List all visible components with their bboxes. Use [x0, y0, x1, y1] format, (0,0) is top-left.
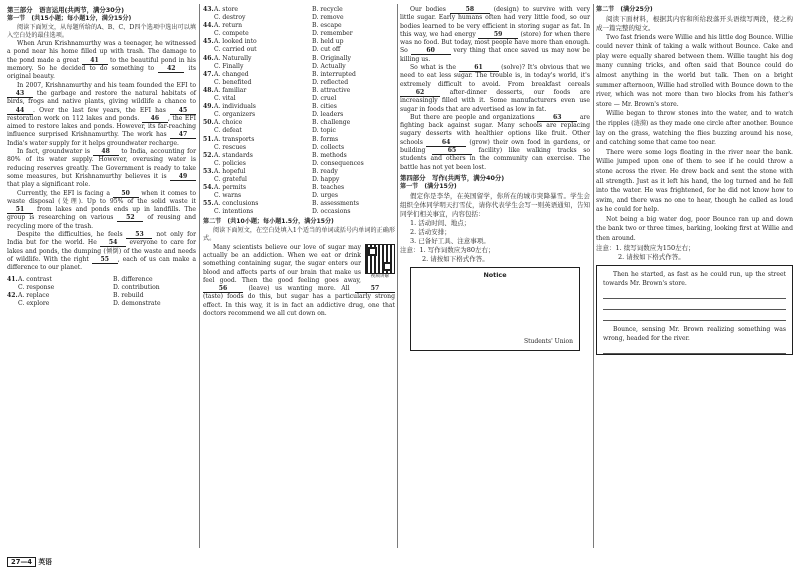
blank-58[interactable]: 58 [450, 6, 490, 14]
blank-46[interactable]: 46 [142, 115, 168, 123]
option[interactable]: D. demonstrate [113, 299, 161, 307]
option-row [203, 200, 395, 208]
blank-62[interactable]: 62 [400, 89, 440, 97]
question-number: 43. [203, 6, 214, 13]
blank-44[interactable]: 44 [7, 107, 33, 115]
option[interactable]: D. Actually [312, 62, 346, 70]
option[interactable]: D. urges [312, 192, 339, 200]
question-number: 46. [203, 54, 214, 62]
option[interactable]: D. cut off [312, 46, 341, 54]
blank-57[interactable]: 57 [355, 285, 395, 293]
option[interactable]: A. individuals [214, 103, 256, 111]
column-divider [593, 4, 594, 548]
option[interactable]: A. replace [18, 291, 50, 299]
question-number: 51. [203, 135, 214, 143]
option-row [203, 184, 395, 192]
option[interactable]: A. contrast [18, 275, 52, 283]
question-number: 49. [203, 103, 214, 111]
option[interactable]: B. attractive [312, 86, 351, 94]
grammar-paragraph: So what is the 61 (solve)? It's obvious that we need to eat less sugar. The trouble is, in today's world, it's extremely difficult to avoid. From breakfast cereals 62 after-dinner desserts, our foods are increasingly filled with it. Some manufacturers even use sugar in foods that are advertised as low in fat. [400, 64, 591, 113]
question-number [203, 79, 214, 87]
blank-52[interactable]: 52 [117, 214, 143, 222]
option[interactable]: A. Naturally [214, 54, 252, 62]
options-list [203, 6, 395, 216]
blank-42[interactable]: 42 [158, 65, 184, 73]
option[interactable]: C. explore [18, 299, 50, 307]
blank-51[interactable]: 51 [7, 206, 33, 214]
option[interactable]: B. interrupted [312, 70, 356, 78]
blank-49[interactable]: 49 [170, 173, 196, 181]
option[interactable]: B. cities [312, 103, 337, 111]
column-4 [596, 6, 793, 355]
continuation-answer-box[interactable] [596, 265, 793, 356]
cloze-paragraph: Currently, the EFI is facing a 50 when it comes to waste disposal (处理). Up to 95% of the solid waste it 51 from lakes and ponds ends up in landfills. The group is researching on various 52 of reusing and recycling more of the trash. [7, 189, 197, 230]
writing-line[interactable] [603, 289, 786, 300]
story-paragraph: Two fast friends were Willie and his little dog Bounce. Willie could never think of taking a walk without Bounce. Cake and play were equally shared between them. Willie taught his dog many cunning tricks, and often said that Bounce could do almost anything in the world but talk. Then on a bright summer afternoon, Willie had strolled with Bounce down to the river, which was not more than two blocks from his father's store — Mr. Brown's store. [596, 33, 793, 108]
option[interactable]: A. hopeful [214, 167, 246, 175]
instructions: 阅读下面短文，从每题所给的A、B、C、D四个选项中选出可以填入空白处的最佳选项。 [7, 23, 196, 39]
option-row [203, 6, 395, 14]
option[interactable]: C. intentions [214, 208, 254, 216]
question-number [203, 46, 214, 54]
option[interactable]: D. collects [312, 143, 345, 151]
option[interactable]: A. looked into [214, 38, 257, 46]
page-footer [7, 556, 52, 566]
question-number [203, 160, 214, 168]
option[interactable]: A. permits [214, 184, 246, 192]
option-row [203, 192, 395, 200]
cloze-paragraph: In 2007, Krishnamurthy and his team founded the EFI to 43 the garbage and restore the natural habitats of birds, frogs and native plants, giving wildlife a chance to 44 . Over the last few years, the EFI has 45 restoration work on 112 lakes and ponds. 46 , the EFI aimed to restore lakes and ponds. However, its far-reaching influence surprised Krishnamurthy. The work has 47 India's water supply for it helps groundwater recharge. [7, 81, 197, 147]
blank-63[interactable]: 63 [537, 114, 577, 122]
option[interactable]: B. rebuild [113, 291, 144, 299]
option[interactable]: B. Originally [312, 54, 351, 62]
instructions: 阅读下面短文，在空白处填入1个适当的单词或括号内单词的正确形式。 [203, 227, 395, 243]
paragraph-opener: Bounce, sensing Mr. Brown realizing something was wrong, headed for the river. [603, 325, 786, 343]
option-row [203, 103, 395, 111]
qr-caption: 视频讲解 [370, 273, 390, 279]
option[interactable]: C. carried out [214, 46, 257, 54]
blank-48[interactable]: 48 [93, 148, 119, 156]
option-row [203, 160, 395, 168]
question-number: 44. [203, 22, 214, 30]
option[interactable]: A. familiar [214, 86, 247, 94]
option-row [203, 168, 395, 176]
question-number [203, 176, 214, 184]
writing-item: 2. 活动安排； [410, 227, 451, 236]
option[interactable]: D. remove [312, 14, 344, 22]
question-number: 47. [203, 70, 214, 78]
option[interactable]: A. return [214, 22, 243, 30]
option-row [203, 95, 395, 103]
qr-code[interactable] [365, 244, 395, 279]
question-number: 54. [203, 184, 214, 192]
option[interactable]: D. remember [312, 30, 353, 38]
section-title: 第二节 (共10小题；每小题1.5分，满分15分) [203, 218, 334, 226]
option[interactable]: A. store [214, 6, 239, 13]
question-number [203, 111, 214, 119]
option-row [203, 144, 395, 152]
option[interactable]: A. choice [214, 119, 243, 127]
option[interactable]: C. policies [214, 159, 246, 167]
option[interactable]: B. held up [312, 38, 344, 46]
option[interactable]: D. contribution [113, 283, 160, 291]
cloze-paragraph: Despite the difficulties, he feels 53 not only for India but for the world. He 54 everyone to care for lakes and ponds, the dumping (倾倒) of the waste and needs of wildlife. With the right 55 , each of us can make a difference to our planet. [7, 231, 197, 272]
question-number [203, 63, 214, 71]
qr-code-icon [365, 244, 395, 274]
notice-answer-box[interactable] [410, 267, 580, 351]
option-row: 42. A. replace B. rebuild [7, 291, 144, 299]
notice-signature: Students' Union [523, 338, 573, 346]
paragraph-opener: Then he started, as fast as he could run, up the street towards Mr. Brown's store. [603, 270, 786, 288]
section-title: 第二节 (满分25分) [596, 6, 653, 13]
option[interactable]: C. compete [214, 30, 249, 38]
option[interactable]: C. vital [214, 95, 236, 103]
option[interactable]: C. organizers [214, 111, 256, 119]
option[interactable]: D. cruel [312, 95, 337, 103]
part-title: 第四部分 写作(共两节，满分40分) [400, 173, 505, 182]
option[interactable]: D. reflected [312, 78, 349, 86]
blank-61[interactable]: 61 [459, 64, 499, 72]
option-row [7, 300, 196, 308]
blank-56[interactable]: 56 [203, 285, 243, 293]
option[interactable]: B. methods [312, 151, 347, 159]
question-number: 52. [203, 151, 214, 159]
option[interactable]: B. difference [113, 275, 153, 283]
option[interactable]: D. occasions [312, 208, 351, 216]
grammar-paragraph: Many scientists believe our love of sugar may actually be an addiction. When we eat or drink something containing sugar, the sugar enters our blood and affects parts of our brain that make us feel good. Then the good feeling goes away, 56 (leave) us wanting more. All 57 (taste) foods do this, but sugar has a particularly strong effect. In this way, it is in fact an addictive drug, one that doctors recommend we all cut down on. [203, 243, 396, 317]
question-number: 45. [203, 38, 214, 46]
grammar-paragraph: Our bodies 58 (design) to survive with very little sugar. Early humans often had very little food, so our bodies learned to be very efficient in storing sugar as fat. In this way, we had energy 59 (store) for when there was no food. But today, most people have more than enough. So 60 very thing that once saved us may now be killing us. [400, 6, 591, 63]
option-row: 41. A. contrast B. difference [7, 275, 153, 283]
option[interactable]: C. Finally [214, 62, 244, 70]
blank-50[interactable]: 50 [113, 190, 139, 198]
option-row [203, 176, 395, 184]
cloze-paragraph: In fact, groundwater is 48 to India, accounting for 80% of its water supply. However, overusing water is reducing reserves greatly. The Government is ready to take some measures, but Krishnamurthy believes it is 49 that play a significant role. [7, 148, 197, 189]
writing-line[interactable] [603, 310, 786, 321]
option-row [203, 136, 395, 144]
option-row [203, 127, 395, 135]
blank-65[interactable]: 65 [432, 147, 472, 155]
column-3 [400, 6, 590, 351]
option[interactable]: C. warns [214, 192, 242, 200]
options-list [7, 276, 196, 308]
option[interactable]: B. assessments [312, 200, 359, 208]
option[interactable]: B. escape [312, 22, 342, 30]
option[interactable]: B. recycle [312, 6, 343, 13]
question-number: 53. [203, 167, 214, 175]
option-row [203, 79, 395, 87]
section-title: 第一节 (满分15分) [400, 182, 457, 190]
option-row [203, 55, 395, 63]
blank-41[interactable]: 41 [82, 57, 108, 65]
option-row [203, 22, 395, 30]
option-row [203, 208, 395, 216]
option-row [203, 152, 395, 160]
part-title: 第三部分 语言运用(共两节，满分30分) [7, 6, 124, 14]
instructions: 阅读下面材料，根据其内容和所给段落开头语续写两段，使之构成一篇完整的短文。 [596, 14, 793, 32]
option-row [203, 111, 395, 119]
option-row [203, 87, 395, 95]
writing-item: 3. 已备好工具、注意事项。 [410, 236, 490, 245]
writing-line[interactable] [603, 299, 786, 310]
option[interactable]: C. grateful [214, 175, 247, 183]
option[interactable]: A. changed [214, 70, 249, 78]
question-number [203, 127, 214, 135]
option[interactable]: C. defeat [214, 127, 242, 135]
notice-title: Notice [483, 270, 507, 279]
column-divider [199, 4, 200, 548]
option-row [203, 119, 395, 127]
option[interactable]: B. teaches [312, 184, 345, 192]
option[interactable]: A. standards [214, 151, 253, 159]
option[interactable]: D. topic [312, 127, 336, 135]
section-title: 第一节 (共15小题；每小题1分，满分15分) [7, 15, 132, 22]
question-number [203, 14, 214, 22]
question-number [203, 30, 214, 38]
blank-64[interactable]: 64 [426, 139, 466, 147]
blank-55[interactable]: 55 [92, 256, 118, 264]
question-number: 55. [203, 200, 214, 208]
option[interactable]: B. forms [312, 135, 339, 143]
subject-label: 英语 [38, 558, 52, 566]
blank-60[interactable]: 60 [411, 47, 451, 55]
question-number [203, 192, 214, 200]
story-paragraph: Willie began to throw stones into the water, and to watch the ripples (涟漪) as they made one circle after another. Bounce lay on the grass, watching the flies buzzing around his nose, and catching some that came too near. [596, 110, 793, 147]
option-row [7, 284, 196, 292]
question-number: 48. [203, 86, 214, 94]
option-row [203, 71, 395, 79]
question-number [203, 208, 214, 216]
option[interactable]: B. ready [312, 167, 338, 175]
column-2 [203, 6, 395, 318]
option-row [203, 30, 395, 38]
cloze-paragraph: When Arun Krishnamurthy was a teenager, he witnessed a pond near his home filled up with trash. The damage to the pond made a great 41 to the beautiful pond in his memory. So he decided to do something to 42 its original beauty. [7, 40, 196, 81]
writing-item: 1. 活动时间、地点； [410, 218, 471, 227]
option-row [203, 14, 395, 22]
option-row [203, 46, 395, 54]
question-number [203, 144, 214, 152]
blank-54[interactable]: 54 [100, 239, 126, 247]
option[interactable]: D. consequences [312, 159, 364, 167]
writing-line[interactable] [603, 344, 786, 355]
option[interactable]: B. challenge [312, 119, 351, 127]
blank-53[interactable]: 53 [126, 231, 152, 239]
option-row [203, 63, 395, 71]
option[interactable]: C. rescues [214, 143, 247, 151]
blank-59[interactable]: 59 [478, 31, 518, 39]
option[interactable]: A. transports [214, 135, 255, 143]
page-number: 27—4 [7, 557, 36, 567]
grammar-paragraph: But there are people and organizations 63 are fighting back against sugar. Many schools are replacing sugary desserts with healthier options like fruit. Other schools 64 (grow) their own food in gardens, or building 65 facility) like walking tracks so students and others in the community can exercise. The battle has not yet been lost. [400, 113, 591, 171]
option[interactable]: D. happy [312, 175, 340, 183]
blank-43[interactable]: 43 [7, 90, 33, 98]
question-number: 50. [203, 119, 214, 127]
column-divider [397, 4, 398, 548]
story-paragraph: There were some logs floating in the river near the bank. Willie jumped upon one of them to see if he could throw a stone across the river. He drew back and sent the stone with all strength. Just as it left his hand, the log turned and he fell into the water. He was frightened, for he did not know how to swim, and there was no one to hear, though he called as loud as he could for help. [596, 148, 793, 214]
note: 注意：1. 续写词数应为150左右； [596, 243, 695, 252]
writing-prompt: 假定你是李华，在英国留学，你所在的城市突降暴雪。学生会组织全体同学明天打雪仗，请你代表学生会写一则英语通知，告知同学们相关事宜，内容包括： [400, 191, 590, 218]
option[interactable]: C. benefited [214, 78, 252, 86]
option[interactable]: C. destroy [214, 14, 246, 22]
story-paragraph: Not being a big water dog, poor Bounce ran up and down the bank two or three times, barking, looking first at Willie and then around. [596, 215, 793, 243]
note: 2. 请按如下格式作答。 [618, 252, 685, 261]
question-number [203, 95, 214, 103]
blank-47[interactable]: 47 [170, 131, 196, 139]
option-row [203, 38, 395, 46]
column-1 [7, 6, 196, 308]
option[interactable]: C. response [18, 283, 55, 291]
note: 注意：1. 写作词数应为80左右； [400, 245, 495, 254]
blank-45[interactable]: 45 [170, 107, 196, 115]
note: 2. 请按如下格式作答。 [422, 254, 489, 263]
option[interactable]: A. conclusions [214, 200, 259, 208]
option[interactable]: D. leaders [312, 111, 344, 119]
